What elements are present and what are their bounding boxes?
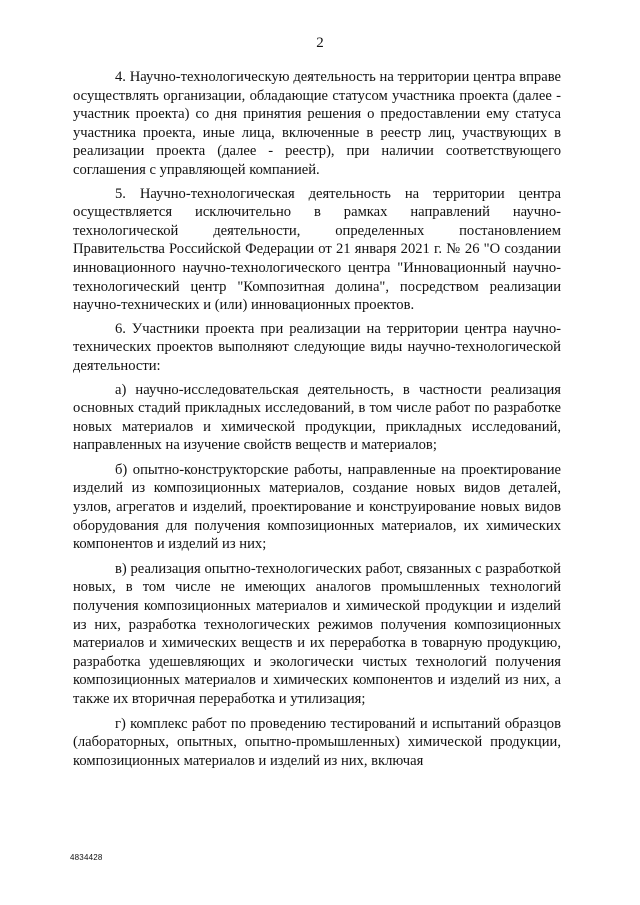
subparagraph-b: б) опытно-конструкторские работы, направленные на проектирование изделий из композиционных материалов, создание новых видов деталей, узлов, агрегатов и изделий, проектирование и конструирование новых видов оборудования для получения композиционных материалов, их химических компонентов и изделий из них; (73, 461, 561, 553)
document-body (73, 68, 561, 776)
subparagraph-v: в) реализация опытно-технологических работ, связанных с разработкой новых, в том числе не имеющих аналогов промышленных технологий получения композиционных материалов и химической продукции и изделий из них, разработка технологических режимов получения композиционных материалов и химических веществ и их переработка в товарную продукцию, разработка удешевляющих и экологически чистых технологий получения композиционных материалов и химических компонентов и изделий из них, а также их вторичная переработка и утилизация; (73, 560, 561, 707)
paragraph-6: 6. Участники проекта при реализации на территории центра научно-технических проектов выполняют следующие виды научно-технологической деятельности: (73, 320, 561, 374)
subparagraph-g: г) комплекс работ по проведению тестирований и испытаний образцов (лабораторных, опытных, опытно-промышленных) химической продукции, композиционных материалов и изделий из них, включая (73, 715, 561, 769)
page-number: 2 (316, 35, 324, 51)
subparagraph-a: а) научно-исследовательская деятельность, в частности реализация основных стадий прикладных исследований, в том числе работ по разработке новых материалов и химической продукции, прикладных исследований, направленных на изучение свойств веществ и материалов; (73, 381, 561, 454)
paragraph-4: 4. Научно-технологическую деятельность на территории центра вправе осуществлять организации, обладающие статусом участника проекта (далее - участник проекта) со дня принятия решения о предоставлении ему статуса участника проекта, иные лица, включенные в реестр лиц, участвующих в реализации проекта (далее - реестр), при наличии соответствующего соглашения с управляющей компанией. (73, 69, 561, 178)
document-code: 4834428 (70, 853, 103, 862)
paragraph-5: 5. Научно-технологическая деятельность на территории центра осуществляется исключительно в рамках направлений научно-технологической деятельности, определенных постановлением Правительства Российской Федерации от 21 января 2021 г. № 26 "О создании инновационного научно-технологического центра "Инновационный научно-технологический центр "Композитная долина", посредством реализации научно-технических и (или) инновационных проектов. (73, 185, 561, 314)
